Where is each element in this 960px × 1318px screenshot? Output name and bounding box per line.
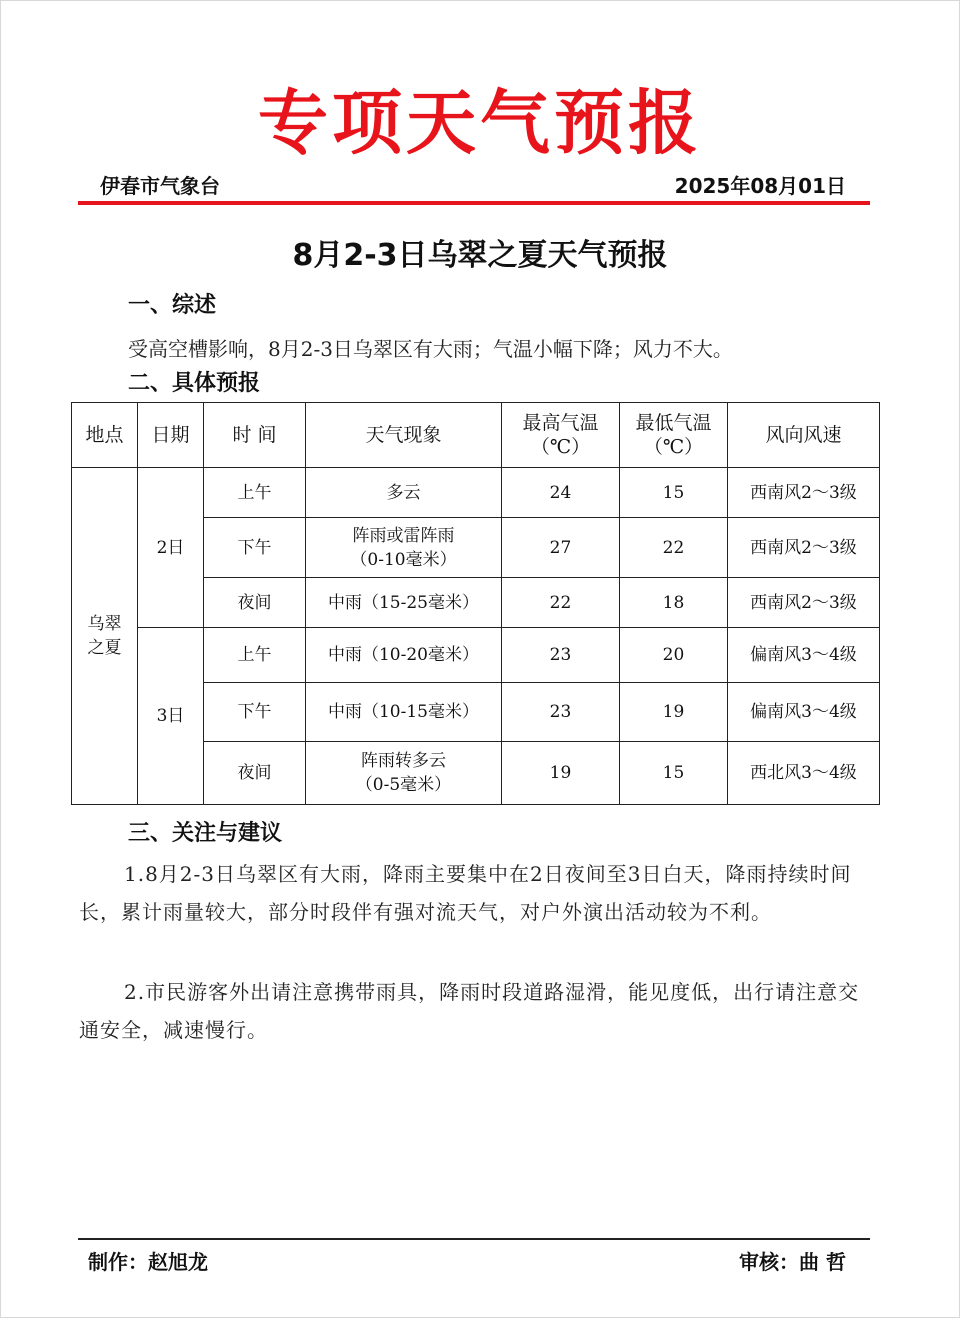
location-cell: 乌翠 之夏 [72,468,138,805]
max-temp-cell: 24 [502,468,620,518]
time-cell: 下午 [204,683,306,742]
column-header-weather: 天气现象 [306,403,502,468]
max-temp-cell: 27 [502,518,620,578]
reviewer-credit: 审核：曲 哲 [739,1250,846,1274]
page-title: 专项天气预报 [258,81,702,164]
section-title-advice: 三、关注与建议 [128,821,283,846]
max-temp-cell: 23 [502,628,620,683]
weather-cell: 阵雨转多云 （0-5毫米） [306,742,502,805]
time-cell: 上午 [204,628,306,683]
time-cell: 下午 [204,518,306,578]
issue-date: 2025年08月01日 [674,174,846,198]
header-divider [78,201,870,205]
min-temp-cell: 20 [620,628,728,683]
min-temp-cell: 18 [620,578,728,628]
weather-cell: 阵雨或雷阵雨 （0-10毫米） [306,518,502,578]
column-header-time: 时 间 [204,403,306,468]
max-temp-cell: 22 [502,578,620,628]
wind-cell: 偏南风3～4级 [728,628,880,683]
overview-text: 受高空槽影响，8月2-3日乌翠区有大雨；气温小幅下降；风力不大。 [128,337,733,361]
table-row [72,628,880,683]
table-header-row [72,403,880,468]
wind-cell: 偏南风3～4级 [728,683,880,742]
issuer-name: 伊春市气象台 [100,174,220,198]
section-title-overview: 一、综述 [128,293,217,318]
section-title-forecast: 二、具体预报 [128,371,261,396]
advice-item-2: 2.市民游客外出请注意携带雨具，降雨时段道路湿滑，能见度低，出行请注意交通安全，减速慢行。 [79,980,860,1042]
time-cell: 夜间 [204,578,306,628]
weather-cell: 中雨（10-15毫米） [306,683,502,742]
weather-cell: 中雨（15-25毫米） [306,578,502,628]
forecast-table [71,402,880,805]
column-header-min-temp: 最低气温 （℃） [620,403,728,468]
weather-cell: 多云 [306,468,502,518]
time-cell: 夜间 [204,742,306,805]
advice-item-1: 1.8月2-3日乌翠区有大雨，降雨主要集中在2日夜间至3日白天，降雨持续时间长，累计雨量较大，部分时段伴有强对流天气，对户外演出活动较为不利。 [79,862,852,924]
max-temp-cell: 23 [502,683,620,742]
date-cell: 3日 [138,628,204,805]
column-header-date: 日期 [138,403,204,468]
column-header-location: 地点 [72,403,138,468]
table-row [72,468,880,518]
min-temp-cell: 15 [620,468,728,518]
wind-cell: 西南风2～3级 [728,468,880,518]
min-temp-cell: 19 [620,683,728,742]
column-header-wind: 风向风速 [728,403,880,468]
wind-cell: 西北风3～4级 [728,742,880,805]
maker-credit: 制作：赵旭龙 [88,1250,208,1274]
max-temp-cell: 19 [502,742,620,805]
weather-cell: 中雨（10-20毫米） [306,628,502,683]
wind-cell: 西南风2～3级 [728,518,880,578]
min-temp-cell: 22 [620,518,728,578]
document-heading: 8月2-3日乌翠之夏天气预报 [292,238,668,273]
column-header-max-temp: 最高气温 （℃） [502,403,620,468]
footer-divider [78,1238,870,1240]
wind-cell: 西南风2～3级 [728,578,880,628]
date-cell: 2日 [138,468,204,628]
time-cell: 上午 [204,468,306,518]
min-temp-cell: 15 [620,742,728,805]
